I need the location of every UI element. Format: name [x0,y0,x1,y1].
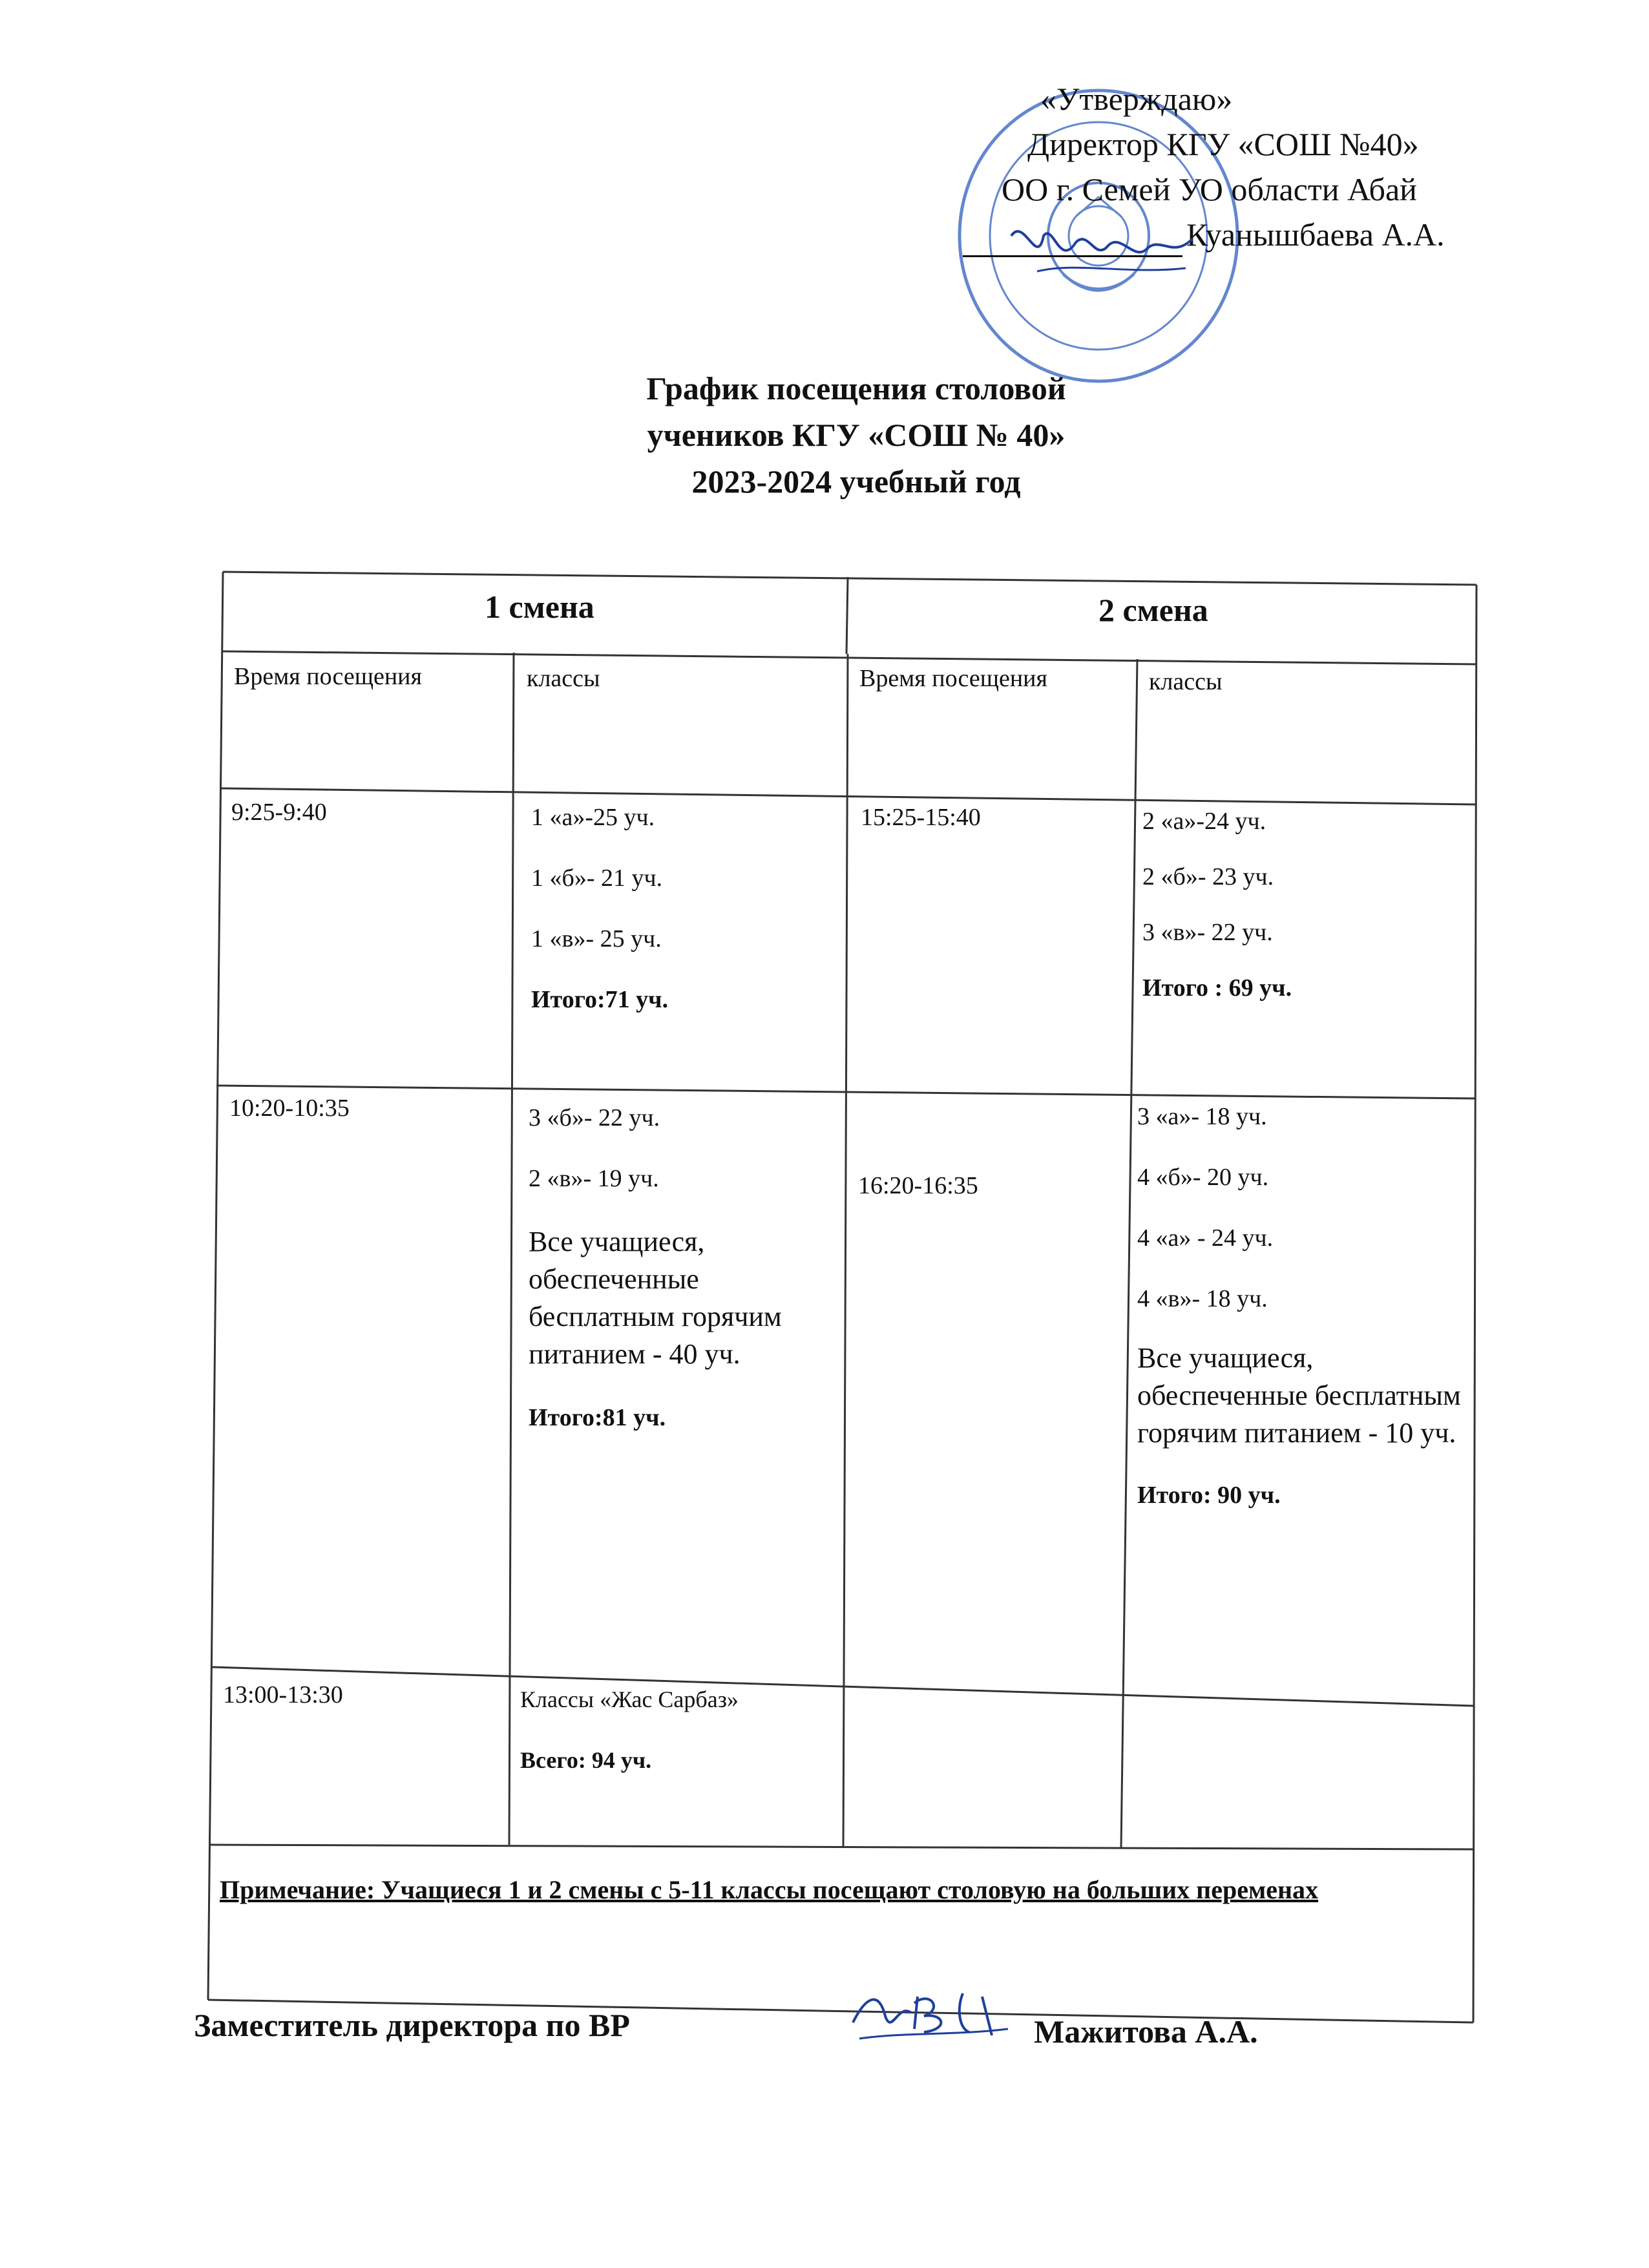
list-item: 2 «б»- 23 уч. [1142,863,1274,890]
approval-director-name: Куанышбаева А.А. [1186,216,1445,253]
deputy-name: Мажитова А.А. [1034,2013,1258,2050]
row1-classes-shift2 [1142,806,1465,1031]
row3-time-shift1: 13:00-13:30 [223,1681,343,1708]
title-line-2: учеников КГУ «СОШ № 40» [647,417,1066,453]
row1-total-shift2: Итого : 69 уч. [1142,974,1292,1002]
row2-time-shift2: 16:20-16:35 [858,1172,978,1199]
approval-position: Директор КГУ «СОШ №40» [1027,126,1419,162]
col-classes-1: классы [527,665,600,692]
row2-time-shift1: 10:20-10:35 [229,1095,350,1122]
list-item: 2 «в»- 19 уч. [529,1165,659,1192]
list-item: 4 «б»- 20 уч. [1137,1164,1269,1191]
approval-organization: ОО г. Семей УО области Абай [1002,171,1417,207]
list-item: 4 «в»- 18 уч. [1137,1285,1268,1312]
title-line-1: График посещения столовой [646,370,1066,406]
col-time-2: Время посещения [859,665,1047,692]
shift-1-header: 1 смена [485,589,594,625]
approval-heading: «Утверждаю» [1040,81,1233,117]
shift-2-header: 2 смена [1098,592,1208,628]
list-item: Классы «Жас Сарбаз» [520,1686,739,1712]
list-item: 4 «а» - 24 уч. [1137,1224,1274,1252]
row3-total-shift1: Всего: 94 уч. [520,1747,652,1773]
row2-classes-shift1 [529,1102,832,1462]
title-line-3: 2023-2024 учебный год [691,463,1021,499]
col-classes-2: классы [1149,668,1223,695]
list-item: 3 «в»- 22 уч. [1142,919,1273,946]
deputy-position: Заместитель директора по ВР [194,2007,630,2043]
row2-total-shift1: Итого:81 уч. [529,1404,666,1431]
list-item: 3 «б»- 22 уч. [529,1104,660,1131]
row1-total-shift1: Итого:71 уч. [531,986,669,1013]
free-meals-note-shift1: Все учащиеся, обеспеченные бесплатным горячим питанием - 40 уч. [529,1226,782,1370]
table-note: Примечание: Учащиеся 1 и 2 смены с 5-11 классы посещают столовую на больших переменах [220,1875,1319,1904]
row1-time-shift1: 9:25-9:40 [231,799,327,826]
deputy-signature [840,1977,1021,2048]
row2-total-shift2: Итого: 90 уч. [1137,1482,1281,1509]
free-meals-note-shift2: Все учащиеся, обеспеченные бесплатным горячим питанием - 10 уч. [1137,1342,1461,1449]
list-item: 1 «б»- 21 уч. [531,865,663,892]
row3-classes-shift1 [520,1683,830,1805]
col-time-1: Время посещения [234,663,422,690]
list-item: 3 «а»- 18 уч. [1137,1103,1267,1130]
row2-classes-shift2 [1137,1102,1464,1538]
row1-time-shift2: 15:25-15:40 [861,804,981,831]
list-item: 1 «в»- 25 уч. [531,925,662,952]
list-item: 2 «а»-24 уч. [1142,808,1266,835]
list-item: 1 «а»-25 уч. [531,804,655,831]
row1-classes-shift1 [531,801,835,1044]
